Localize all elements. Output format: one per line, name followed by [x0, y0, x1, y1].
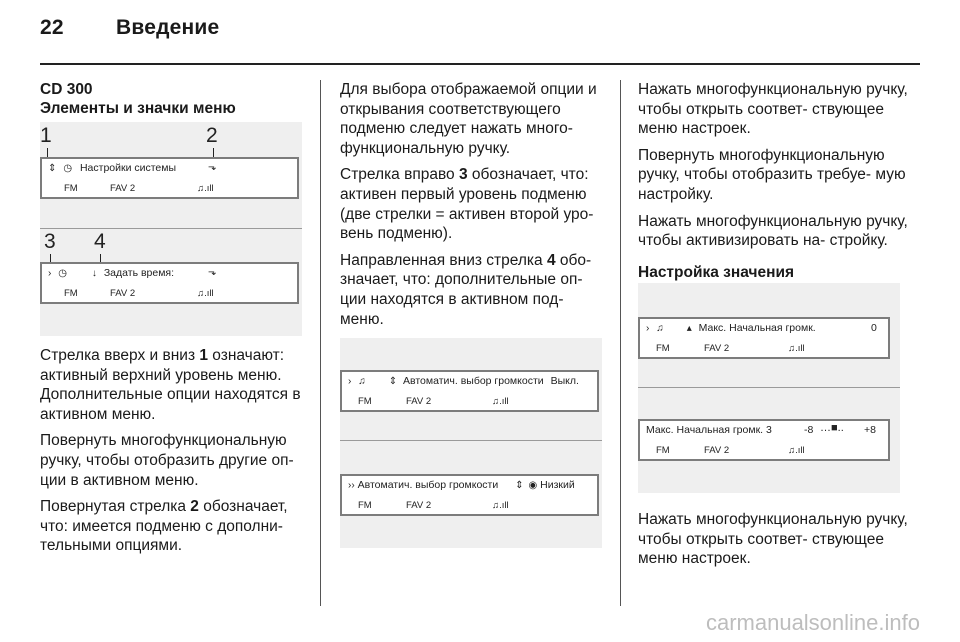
screen-line-1 [646, 322, 877, 334]
display-screen-auto-volume-off [340, 370, 599, 412]
page-title: Введение [116, 16, 220, 39]
figure-divider [40, 228, 302, 229]
figure-activation [340, 338, 602, 548]
paragraph-3: Повернутая стрелка 2 обозначает, что: имеется подменю с дополни- тельными опциями. [40, 498, 288, 555]
callout-4: 4 [94, 230, 106, 253]
display-screen-set-time [40, 262, 299, 304]
section-model-heading: CD 300 [40, 81, 93, 98]
favourite-label: FAV 2 [110, 183, 136, 194]
music-signal-icon: ♫.ıll [492, 396, 509, 407]
column-2 [340, 80, 608, 368]
music-signal-icon: ♫.ıll [492, 500, 509, 511]
figure-divider [340, 440, 602, 441]
figure-menu-icons [40, 122, 302, 336]
favourite-label: FAV 2 [406, 500, 432, 511]
music-signal-icon: ♫.ıll [197, 183, 214, 194]
page-header [40, 16, 219, 40]
display-screen-auto-volume-low [340, 474, 599, 516]
music-note-icon: ♫ [656, 323, 664, 334]
screen-title: Автоматич. выбор громкости [403, 375, 544, 387]
setting-value: Выкл. [550, 375, 579, 387]
callout-1: 1 [40, 124, 52, 147]
screen-line-1 [348, 479, 575, 491]
screen-line-1 [646, 422, 876, 436]
scale-min: -8 [804, 424, 814, 436]
watermark: carmanualsonline.info [705, 610, 920, 635]
screen-title: Макс. Начальная громк. [698, 322, 816, 334]
up-down-arrow-icon: ⇕ [515, 480, 524, 491]
level-slider: …■.. [820, 422, 844, 434]
paragraph-2: Стрелка вправо 3 обозначает, что: активен первый уровень подменю (две стрелки = активен второй уро- вень подменю). [340, 166, 594, 243]
band-label: FM [656, 343, 670, 354]
paragraph-2: Повернуть многофункциональную ручку, чтобы отобразить другие оп- ции в активном меню. [40, 432, 294, 489]
paragraph-1: Нажать многофункциональную ручку, чтобы открыть соответ- ствующее меню настроек. [638, 81, 908, 138]
music-signal-icon: ♫.ıll [788, 445, 805, 456]
favourite-label: FAV 2 [704, 445, 730, 456]
right-arrow-icon: › [48, 268, 52, 279]
favourite-label: FAV 2 [110, 288, 136, 299]
up-arrow-icon: ▴ [686, 323, 692, 334]
column-1 [40, 80, 305, 118]
callout-2: 2 [206, 124, 218, 147]
column-3-text-bottom [638, 510, 908, 576]
display-screen-system-settings [40, 157, 299, 199]
band-label: FM [656, 445, 670, 456]
scale-max: +8 [864, 424, 876, 436]
down-arrow-icon: ↓ [91, 268, 97, 279]
screen-title: Автоматич. выбор громкости [357, 479, 499, 491]
turn-arrow-icon: ⬎ [208, 267, 217, 278]
screen-title: Задать время: [103, 267, 175, 279]
clock-icon: ◷ [58, 268, 67, 279]
up-down-arrow-icon: ⇕ [48, 163, 57, 174]
music-signal-icon: ♫.ıll [197, 288, 214, 299]
setting-value: 0 [871, 322, 877, 334]
band-label: FM [64, 288, 78, 299]
column-divider-2 [620, 80, 621, 606]
figure-value-setting [638, 283, 900, 493]
figure-divider [638, 387, 900, 388]
page-number: 22 [40, 16, 64, 39]
music-note-icon: ♫ [358, 376, 366, 387]
screen-title: Настройки системы [79, 162, 177, 174]
display-screen-max-start-volume [638, 317, 890, 359]
music-signal-icon: ♫.ıll [788, 343, 805, 354]
paragraph-3: Нажать многофункциональную ручку, чтобы активизировать на- стройку. [638, 212, 908, 250]
band-label: FM [358, 500, 372, 511]
subheading-value-setting: Настройка значения [638, 263, 795, 281]
screen-line-1 [48, 162, 217, 174]
paragraph-3: Направленная вниз стрелка 4 обо- значает, что: дополнительные оп- ции находятся в активном под- меню. [340, 251, 592, 328]
clock-icon: ◷ [63, 163, 73, 174]
right-arrow-icon: › [646, 323, 650, 334]
display-screen-max-start-volume-adjust [638, 419, 890, 461]
paragraph-1: Для выбора отображаемой опции и открывания соответствующего подменю следует нажать много- функциональную ручку. [340, 81, 597, 157]
double-right-arrow-icon: ›› [348, 480, 355, 491]
header-rule [40, 63, 920, 65]
favourite-label: FAV 2 [406, 396, 432, 407]
column-divider-1 [320, 80, 321, 606]
screen-title: Макс. Начальная громк. 3 [646, 424, 772, 436]
paragraph-4: Нажать многофункциональную ручку, чтобы открыть соответ- ствующее меню настроек. [638, 511, 908, 568]
paragraph-1: Стрелка вверх и вниз 1 означают: активный верхний уровень меню. Дополнительные опции находятся в активном меню. [40, 347, 301, 423]
radio-selected-icon: ◉ [528, 480, 538, 491]
callout-3: 3 [44, 230, 56, 253]
paragraph-2: Повернуть многофункциональную ручку, чтобы отобразить требуе- мую настройку. [638, 146, 906, 203]
screen-line-1 [48, 267, 217, 279]
setting-value: Низкий [540, 479, 575, 491]
right-arrow-icon: › [348, 376, 352, 387]
band-label: FM [64, 183, 78, 194]
screen-line-1 [348, 375, 579, 387]
favourite-label: FAV 2 [704, 343, 730, 354]
column-1-text [40, 346, 308, 563]
section-heading: Элементы и значки меню [40, 100, 236, 117]
turn-arrow-icon: ⬎ [208, 162, 217, 173]
band-label: FM [358, 396, 372, 407]
up-down-arrow-icon: ⇕ [388, 376, 398, 387]
column-3 [638, 80, 908, 294]
